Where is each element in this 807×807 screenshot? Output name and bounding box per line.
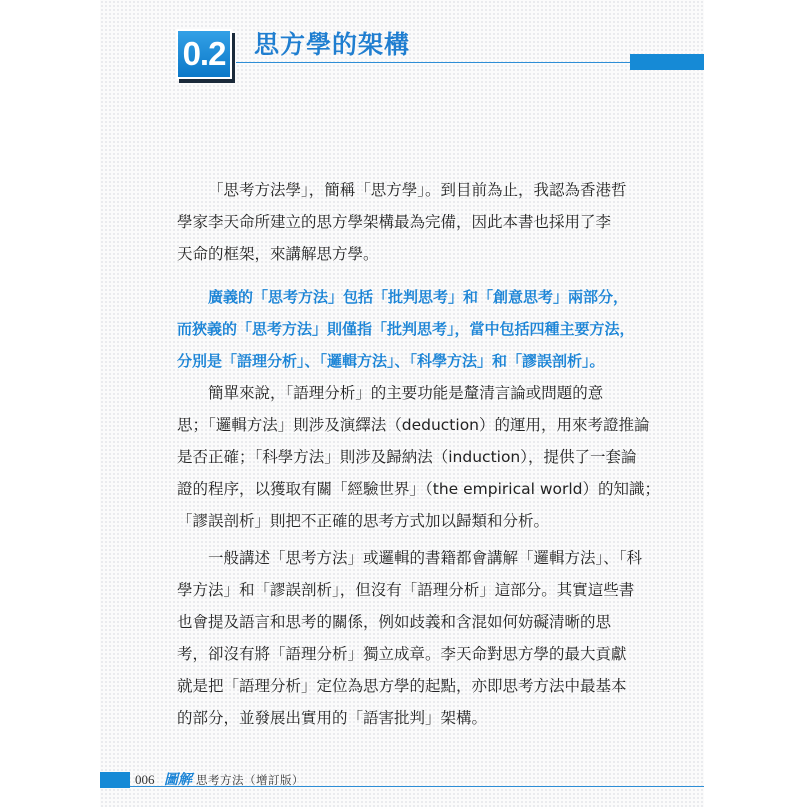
text-line: 就是把「語理分析」定位為思方學的起點，亦即思考方法中最基本 xyxy=(177,677,627,695)
page-number: 006 xyxy=(135,772,155,787)
text-line: 廣義的「思考方法」包括「批判思考」和「創意思考」兩部分， xyxy=(208,288,629,306)
text-line: 思；「邏輯方法」則涉及演繹法（deduction）的運用，用來考證推論 xyxy=(177,416,650,434)
book-title: 思考方法（增訂版） xyxy=(196,773,304,787)
text-line: 的部分，並發展出實用的「語害批判」架構。 xyxy=(177,709,488,727)
title-accent-bar xyxy=(630,54,704,70)
text-line: 證的程序，以獲取有關「經驗世界」（the empirical world）的知識； xyxy=(177,480,661,498)
section-title: 思方學的架構 xyxy=(254,30,411,59)
text-line: 分別是「語理分析」、「邏輯方法」、「科學方法」和「謬誤剖析」。 xyxy=(177,352,605,370)
footer-accent-bar xyxy=(100,772,130,788)
title-underline xyxy=(236,62,630,63)
text-line: 一般講述「思考方法」或邏輯的書籍都會講解「邏輯方法」、「科 xyxy=(208,549,643,567)
text-line: 而狹義的「思考方法」則僅指「批判思考」，當中包括四種主要方法， xyxy=(177,320,635,338)
paragraph-contribution xyxy=(177,542,643,734)
text-line: 學家李天命所建立的思方學架構最為完備，因此本書也採用了李 xyxy=(177,213,612,231)
text-line: 「思考方法學」，簡稱「思方學」。到目前為止，我認為香港哲 xyxy=(208,181,627,199)
series-logo: 圖解 xyxy=(164,772,192,788)
paragraph-intro xyxy=(177,174,637,270)
text-line: 學方法」和「謬誤剖析」，但沒有「語理分析」這部分。其實這些書 xyxy=(177,581,635,599)
paragraph-key-point xyxy=(177,281,637,377)
text-line: 天命的框架，來講解思方學。 xyxy=(177,245,379,263)
text-line: 「謬誤剖析」則把不正確的思考方式加以歸類和分析。 xyxy=(177,512,550,530)
text-line: 考，卻沒有將「語理分析」獨立成章。李天命對思方學的最大貢獻 xyxy=(177,645,627,663)
text-line: 也會提及語言和思考的關係，例如歧義和含混如何妨礙清晰的思 xyxy=(177,613,612,631)
text-line: 簡單來說，「語理分析」的主要功能是釐清言論或問題的意 xyxy=(208,384,604,402)
paragraph-methods xyxy=(177,377,661,537)
text-line: 是否正確；「科學方法」則涉及歸納法（induction），提供了一套論 xyxy=(177,448,637,466)
section-number-tile: 0.2 xyxy=(176,29,232,79)
